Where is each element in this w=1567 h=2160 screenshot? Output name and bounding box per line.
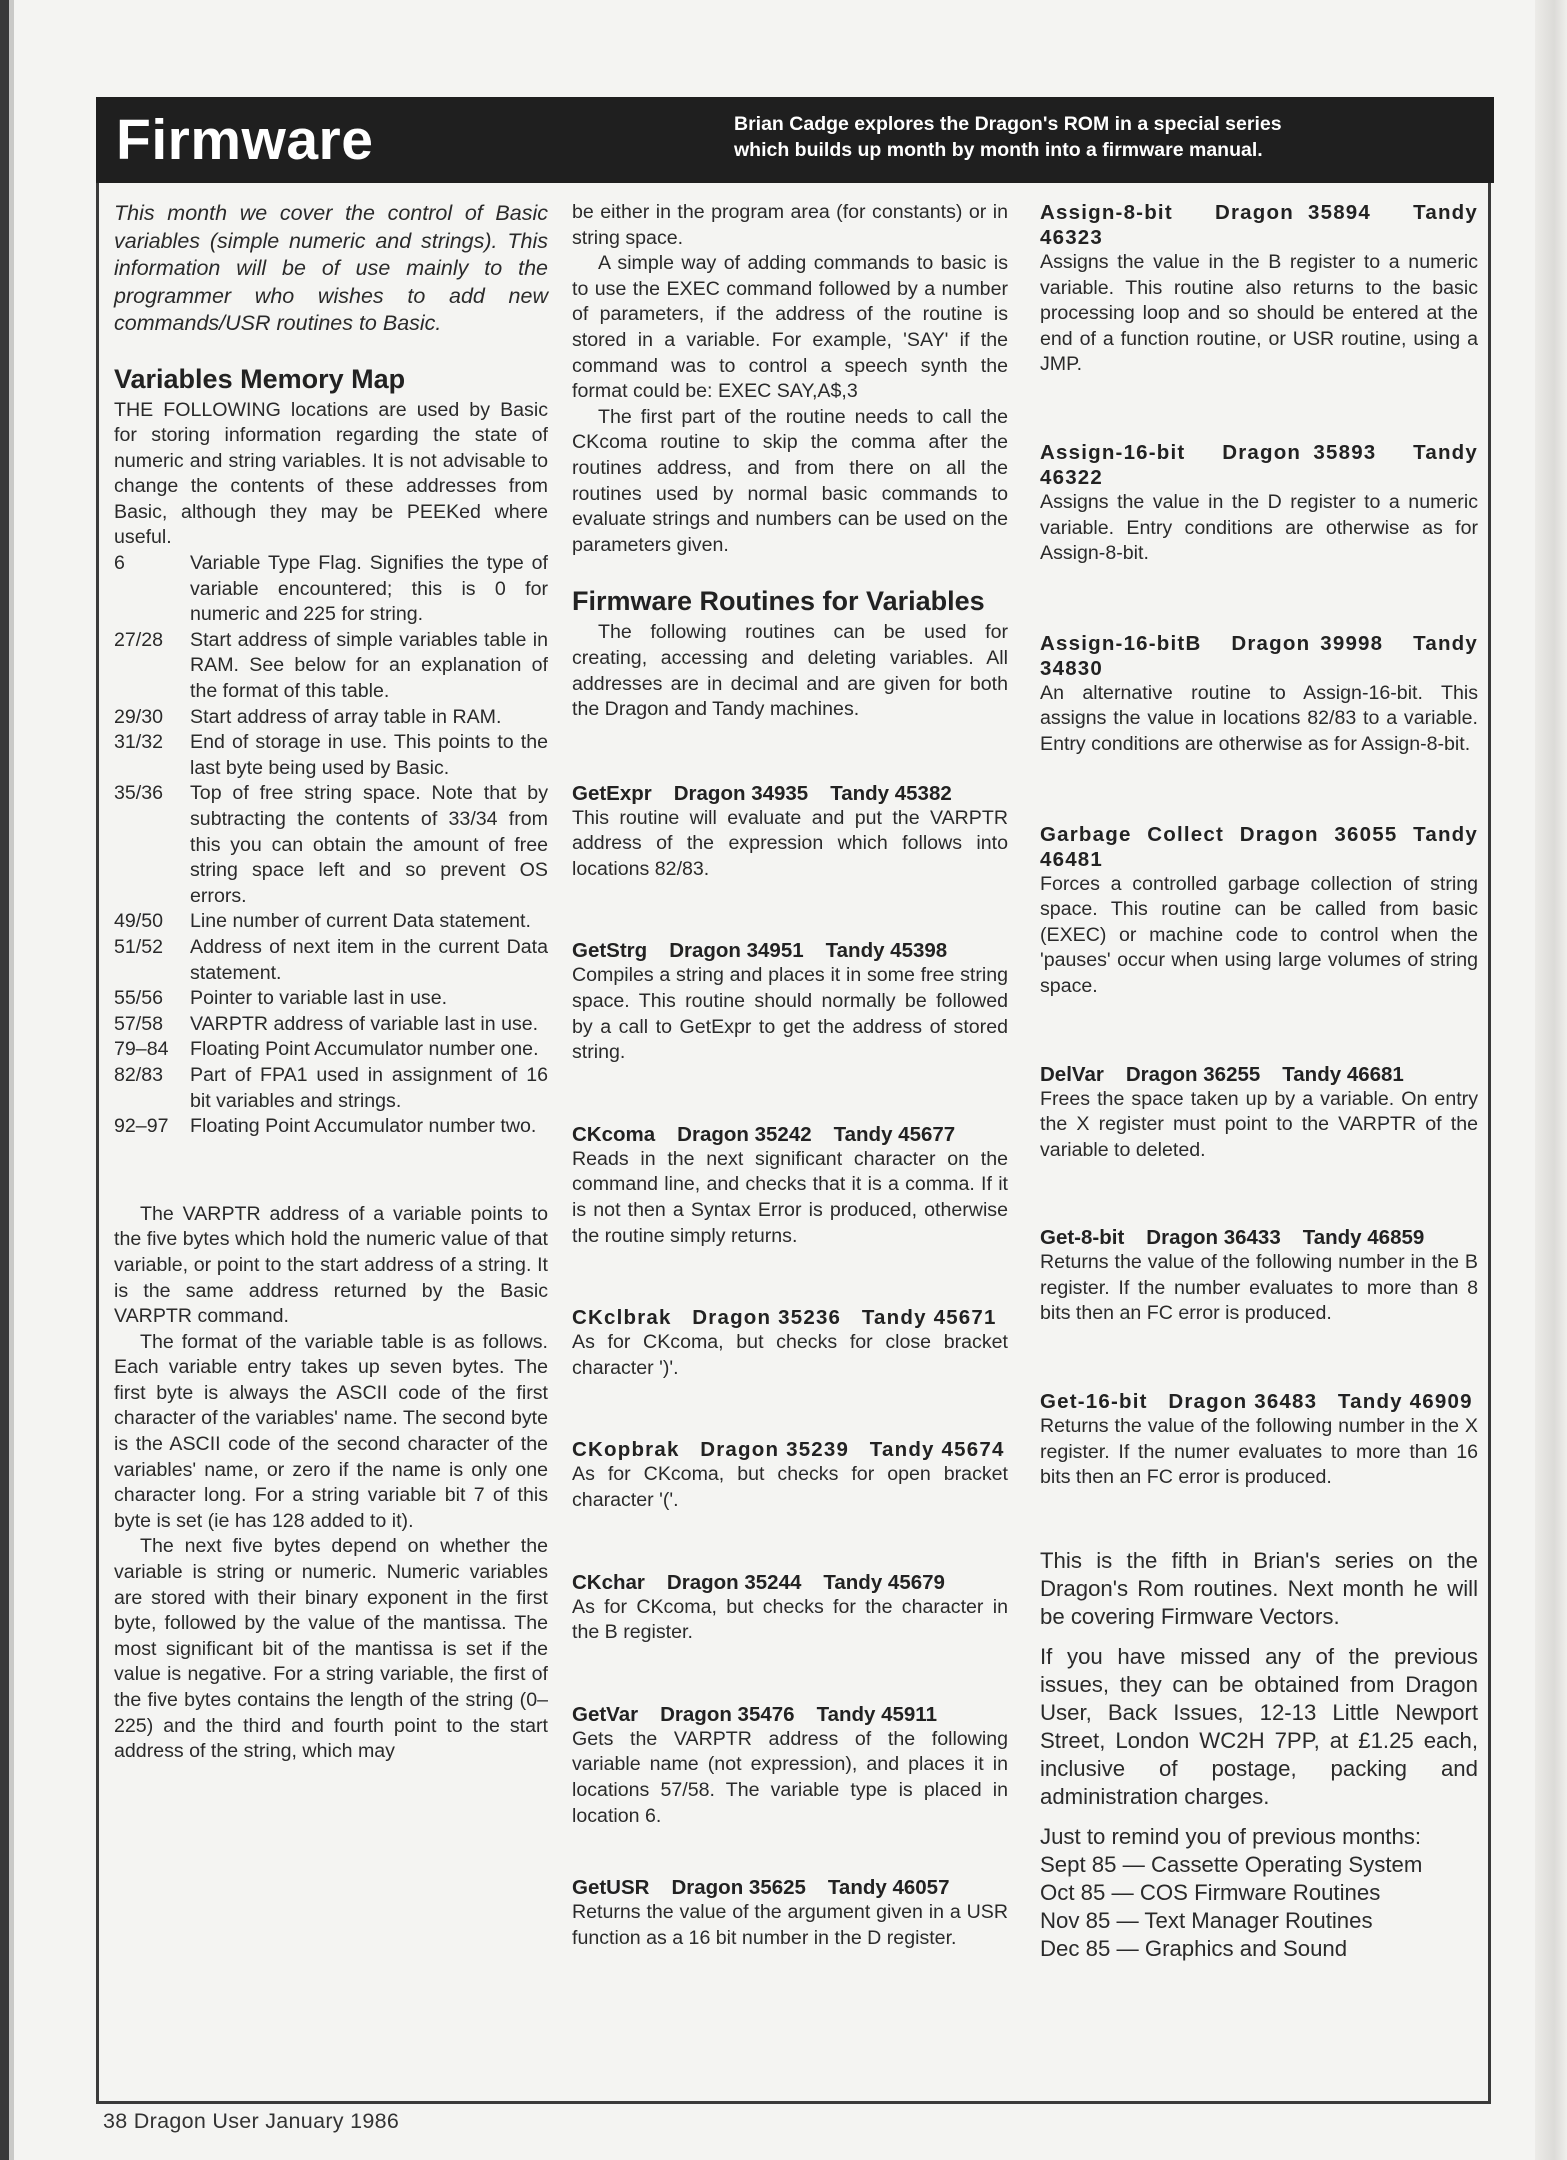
routine-description: Assigns the value in the D register to a numeric variable. Entry conditions are otherwise as for Assign-8-bit.	[1040, 490, 1478, 565]
routine-name: GetStrg	[572, 939, 648, 963]
routine-entry	[1040, 822, 1478, 1000]
page-spine-edge	[9, 0, 14, 2160]
routine-name: CKcoma	[572, 1122, 656, 1146]
memory-address: 6	[114, 552, 125, 575]
routine-entry	[1040, 440, 1478, 567]
routine-tandy-address: Tandy 34830	[1040, 631, 1479, 680]
intro-standfirst: This month we cover the control of Basic variables (simple numeric and strings). This information will be of use mainly to the programmer who wishes to add new commands/USR routines to Basic.	[114, 201, 548, 335]
routine-description: Gets the VARPTR address of the following variable name (not expression), and places it in locations 57/58. The variable type is placed in location 6.	[572, 1727, 1008, 1827]
routine-tandy-address: Tandy 46322	[1040, 440, 1479, 489]
memory-map-entry	[114, 1114, 548, 1140]
column-1	[114, 200, 548, 1765]
routine-dragon-address: Dragon 36055	[1239, 822, 1398, 846]
routine-dragon-address: Dragon 35236	[692, 1306, 842, 1330]
routine-entry	[572, 1122, 1008, 1249]
page-title: Firmware	[116, 108, 374, 172]
body-paragraph: The format of the variable table is as follows. Each variable entry takes up seven bytes. The first byte is always the ASCII code of the first character of the variables' name. The second byte is the ASCII code of the second character of the variables' name, or zero if the name is only one character long. For a string variable bit 7 of this byte is set (ie has 128 added to it).	[114, 1330, 548, 1532]
memory-description: End of storage in use. This points to the last byte being used by Basic.	[190, 731, 548, 779]
routine-entry	[1040, 1225, 1478, 1327]
routine-entry	[572, 1702, 1008, 1829]
routine-description: Returns the value of the following number in the B register. If the number evaluates to more than 8 bits then an FC error is produced.	[1040, 1251, 1478, 1325]
routine-tandy-address: Tandy 46859	[1302, 1226, 1425, 1250]
routine-tandy-address: Tandy 46481	[1040, 822, 1478, 871]
memory-description: Line number of current Data statement.	[190, 910, 531, 933]
routine-dragon-address: Dragon 36433	[1146, 1226, 1281, 1250]
routine-dragon-address: Dragon 34935	[673, 781, 809, 805]
routine-description: Assigns the value in the B register to a numeric variable. This routine also returns to the basic processing loop and so should be entered at the end of a function routine, or USR routine, using a JMP.	[1040, 251, 1478, 376]
routine-name: Get-16-bit	[1040, 1390, 1148, 1414]
routine-dragon-address: Dragon 34951	[669, 939, 804, 963]
previous-months-intro: Just to remind you of previous months:	[1040, 1823, 1422, 1849]
column-2	[572, 200, 1008, 1951]
routine-name: GetUSR	[572, 1876, 650, 1900]
routine-entry	[572, 1305, 1008, 1381]
routine-tandy-address: Tandy 45677	[833, 1122, 956, 1146]
routine-header	[572, 781, 1008, 806]
routine-name: Assign-16-bitB	[1040, 631, 1202, 655]
routine-header	[1040, 1062, 1478, 1087]
routine-name: CKclbrak	[572, 1306, 672, 1330]
memory-description: Address of next item in the current Data statement.	[190, 935, 548, 984]
routine-header	[572, 1437, 1008, 1462]
routine-description: As for CKcoma, but checks for open bracket character '('.	[572, 1463, 1008, 1511]
body-paragraph: The first part of the routine needs to call the CKcoma routine to skip the comma after the routines address, and from there on all the routines used by normal basic commands to evaluate strings and numbers can be used on the parameters given.	[572, 405, 1008, 556]
routine-dragon-address: Dragon 36483	[1168, 1390, 1318, 1414]
routine-tandy-address: Tandy 46681	[1282, 1062, 1404, 1086]
memory-map-entry	[114, 730, 548, 781]
memory-map-entry	[114, 1063, 548, 1114]
routine-tandy-address: Tandy 45911	[816, 1702, 937, 1726]
routine-description: Reads in the next significant character on the command line, and checks that it is a comma. If it is not then a Syntax Error is produced, otherwise the routine simply returns.	[572, 1147, 1008, 1247]
routine-dragon-address: Dragon 35244	[666, 1570, 802, 1594]
memory-address: 29/30	[114, 705, 164, 728]
routine-tandy-address: Tandy 45382	[830, 781, 952, 805]
routine-entry	[572, 1570, 1008, 1646]
previous-month-item: Sept 85 — Cassette Operating System	[1040, 1851, 1423, 1877]
memory-map-entry	[114, 1037, 548, 1063]
routine-tandy-address: Tandy 45679	[823, 1570, 945, 1594]
routines-lead: The following routines can be used for creating, accessing and deleting variables. All addresses are in decimal and are given for both the Dragon and Tandy machines.	[572, 621, 1008, 721]
memory-address: 55/56	[114, 987, 164, 1010]
memory-description: Variable Type Flag. Signifies the type of variable encountered; this is 0 for numeric and 225 for string.	[190, 552, 548, 626]
memory-map-entry	[114, 781, 548, 909]
memory-address: 35/36	[114, 782, 164, 805]
routine-entry	[572, 781, 1008, 883]
memory-address: 79–84	[114, 1038, 169, 1061]
routine-name: Assign-16-bit	[1040, 440, 1186, 464]
routines-heading: Firmware Routines for Variables	[572, 586, 985, 617]
header-subtitle	[734, 111, 1434, 163]
routine-name: CKchar	[572, 1570, 645, 1594]
routine-name: Assign-8-bit	[1040, 201, 1173, 224]
series-note	[1040, 1547, 1478, 1963]
routine-tandy-address: Tandy 45671	[861, 1306, 997, 1330]
routine-name: GetVar	[572, 1702, 639, 1726]
previous-month-item: Oct 85 — COS Firmware Routines	[1040, 1879, 1381, 1905]
header-banner	[96, 97, 1494, 183]
routine-name: CKopbrak	[572, 1438, 680, 1462]
routine-header	[572, 1305, 1008, 1330]
routine-tandy-address: Tandy 46909	[1337, 1390, 1473, 1414]
memory-address: 51/52	[114, 935, 164, 958]
routine-description: This routine will evaluate and put the VARPTR address of the expression which follows into locations 82/83.	[572, 806, 1008, 880]
memory-map-list	[114, 551, 548, 1140]
memory-description: Floating Point Accumulator number one.	[190, 1038, 539, 1061]
routine-header	[572, 1702, 1008, 1727]
routine-dragon-address: Dragon 39998	[1231, 631, 1384, 655]
body-paragraph: The next five bytes depend on whether the variable is string or numeric. Numeric variables are stored with their binary exponent in the first byte, followed by the value of the mantissa. The most significant bit of the mantissa is set if the value is negative. For a string variable, the first of the five bytes contains the length of the string (0–225) and the third and fourth point to the start address of the string, which may	[114, 1535, 548, 1763]
header-subtitle-line-1: Brian Cadge explores the Dragon's ROM in a special series	[734, 113, 1282, 135]
routine-tandy-address: Tandy 45398	[825, 939, 948, 963]
routine-header	[1040, 1225, 1478, 1250]
routine-header	[572, 938, 1008, 963]
routine-dragon-address: Dragon 35894	[1215, 201, 1372, 224]
routine-description: Forces a controlled garbage collection of string space. This routine can be called from basic (EXEC) or machine code to control when the 'pauses' occur when using large volumes of string space.	[1040, 872, 1478, 997]
routine-name: Get-8-bit	[1040, 1226, 1125, 1250]
back-issues-paragraph: If you have missed any of the previous issues, they can be obtained from Dragon User, Back Issues, 12-13 Little Newport Street, London WC2H 7PP, at £1.25 each, inclusive of postage, packing and administration charges.	[1040, 1643, 1478, 1809]
page-right-edge	[1535, 0, 1567, 2160]
memory-map-entry	[114, 986, 548, 1012]
routine-dragon-address: Dragon 36255	[1125, 1062, 1261, 1086]
memory-map-entry	[114, 628, 548, 705]
routine-header	[572, 1122, 1008, 1147]
memory-map-entry	[114, 1012, 548, 1038]
body-paragraph: be either in the program area (for constants) or in string space.	[572, 201, 1008, 249]
previous-month-item: Nov 85 — Text Manager Routines	[1040, 1907, 1373, 1933]
memory-map-heading: Variables Memory Map	[114, 363, 406, 394]
routine-header	[1040, 200, 1478, 250]
routine-description: As for CKcoma, but checks for the character in the B register.	[572, 1595, 1008, 1644]
routine-header	[1040, 1389, 1478, 1414]
routine-header	[1040, 440, 1478, 490]
memory-address: 31/32	[114, 731, 164, 754]
routine-entry	[572, 1437, 1008, 1513]
memory-address: 92–97	[114, 1115, 169, 1138]
memory-description: Top of free string space. Note that by subtracting the contents of 33/34 from this you can obtain the amount of free string space left and so prevent OS errors.	[190, 782, 548, 907]
memory-map-entry	[114, 551, 548, 628]
routine-name: DelVar	[1040, 1062, 1104, 1086]
memory-map-lead: THE FOLLOWING locations are used by Basic for storing information regarding the state of numeric and string variables. It is not advisable to change the contents of these addresses from Basic, although they may be PEEKed where useful.	[114, 398, 548, 549]
routine-dragon-address: Dragon 35893	[1222, 440, 1377, 464]
routine-tandy-address: Tandy 46057	[827, 1876, 950, 1900]
routine-header	[1040, 631, 1478, 681]
routine-description: An alternative routine to Assign-16-bit. This assigns the value in locations 82/83 to a variable. Entry conditions are otherwise as for Assign-8-bit.	[1040, 681, 1478, 755]
routine-dragon-address: Dragon 35476	[660, 1702, 795, 1726]
body-paragraph: A simple way of adding commands to basic is to use the EXEC command followed by a number of parameters, if the address of the routine is stored in a variable. For example, 'SAY' if the command was to control a speech synth the format could be: EXEC SAY,A$,3	[572, 252, 1008, 403]
routine-dragon-address: Dragon 35625	[671, 1876, 806, 1900]
routine-tandy-address: Tandy 45674	[869, 1438, 1005, 1462]
routine-entry	[572, 938, 1008, 1065]
routine-tandy-address: Tandy 46323	[1040, 201, 1479, 249]
series-note-paragraph: This is the fifth in Brian's series on the Dragon's Rom routines. Next month he will be covering Firmware Vectors.	[1040, 1547, 1478, 1629]
column-3	[1040, 200, 1478, 1963]
body-paragraph: The VARPTR address of a variable points to the five bytes which hold the numeric value of that variable, or point to the start address of a string. It is the same address returned by the Basic VARPTR command.	[114, 1202, 548, 1328]
memory-map-entry	[114, 935, 548, 986]
routine-entry	[572, 1875, 1008, 1951]
previous-month-item: Dec 85 — Graphics and Sound	[1040, 1935, 1348, 1961]
memory-address: 57/58	[114, 1012, 164, 1035]
routine-description: Returns the value of the argument given in a USR function as a 16 bit number in the D register.	[572, 1901, 1008, 1949]
routine-dragon-address: Dragon 35239	[700, 1438, 850, 1462]
routine-name: GetExpr	[572, 781, 652, 805]
routine-entry	[1040, 200, 1478, 378]
memory-description: Pointer to variable last in use.	[190, 987, 448, 1010]
routine-name: Garbage Collect	[1040, 822, 1225, 846]
memory-address: 82/83	[114, 1063, 164, 1086]
header-subtitle-line-2: which builds up month by month into a firmware manual.	[734, 139, 1263, 161]
memory-map-entry	[114, 705, 548, 731]
memory-description: Start address of array table in RAM.	[190, 705, 502, 728]
routine-description: Frees the space taken up by a variable. On entry the X register must point to the VARPTR of the variable to deleted.	[1040, 1087, 1478, 1161]
routine-entry	[1040, 1062, 1478, 1164]
routine-dragon-address: Dragon 35242	[677, 1122, 812, 1146]
routine-description: Returns the value of the following number in the X register. If the numer evaluates to more than 16 bits then an FC error is produced.	[1040, 1415, 1478, 1489]
page-folio: 38 Dragon User January 1986	[103, 2109, 400, 2133]
routine-description: As for CKcoma, but checks for close bracket character ')'.	[572, 1331, 1008, 1379]
memory-description: VARPTR address of variable last in use.	[190, 1012, 539, 1035]
memory-map-entry	[114, 909, 548, 935]
routine-entry	[1040, 631, 1478, 758]
memory-description: Start address of simple variables table in RAM. See below for an explanation of the format of this table.	[190, 628, 548, 703]
routine-header	[572, 1875, 1008, 1900]
memory-description: Part of FPA1 used in assignment of 16 bit variables and strings.	[190, 1063, 548, 1112]
page-spine-shadow	[0, 0, 9, 2160]
routine-header	[572, 1570, 1008, 1595]
previous-months-list	[1040, 1823, 1478, 1963]
memory-description: Floating Point Accumulator number two.	[190, 1115, 537, 1138]
routine-entry	[1040, 1389, 1478, 1491]
memory-address: 49/50	[114, 910, 164, 933]
memory-address: 27/28	[114, 628, 164, 651]
routine-description: Compiles a string and places it in some free string space. This routine should normally be followed by a call to GetExpr to get the address of stored string.	[572, 964, 1008, 1064]
routine-header	[1040, 822, 1478, 872]
